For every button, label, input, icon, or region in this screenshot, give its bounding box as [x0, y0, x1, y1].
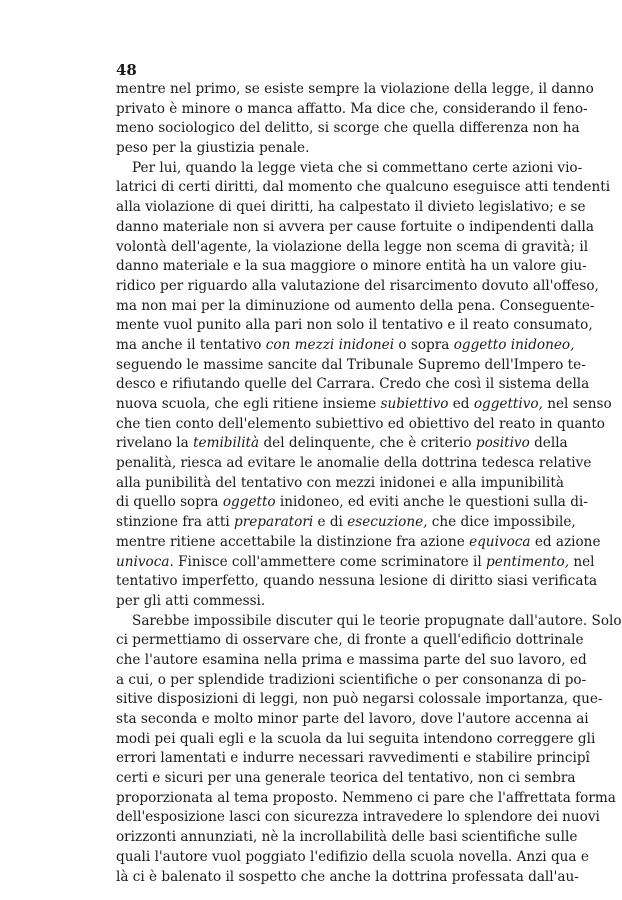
page-number: 48 — [116, 61, 137, 79]
italic-text: positivo — [475, 435, 530, 452]
italic-text: pentimento, — [486, 553, 570, 570]
text-line — [116, 808, 600, 828]
text-run: errori lamentati e indurre necessari ravvedimenti e stabilire principî — [116, 750, 590, 767]
text-line — [116, 671, 587, 691]
text-run: ma anche il tentativo — [116, 336, 266, 353]
text-line — [116, 572, 598, 592]
text-run: ci permettiamo di osservare che, di fronte a quell'edificio dottrinale — [116, 632, 584, 649]
italic-text: oggetto inidoneo, — [453, 336, 575, 353]
text-line — [116, 631, 584, 651]
text-run: Sarebbe impossibile discuter qui le teorie propugnate dall'autore. Solo — [132, 612, 622, 629]
text-run: sta seconda e molto minor parte del lavoro, dove l'autore accenna ai — [116, 711, 589, 727]
text-run: seguendo le massime sancite dal Tribunale Supremo dell'Impero te- — [116, 356, 586, 373]
text-run: nel senso — [542, 396, 612, 412]
text-run: o sopra — [394, 336, 454, 353]
italic-text: univoca — [116, 553, 170, 570]
text-line — [116, 297, 595, 317]
italic-text: temibilità — [193, 435, 260, 452]
text-line — [116, 828, 578, 848]
text-line — [116, 218, 594, 238]
text-line — [116, 513, 576, 533]
text-line — [116, 868, 579, 888]
text-run: nel — [569, 553, 595, 570]
text-run: alla violazione di quei diritti, ha calpestato il divieto legislativo; e se — [116, 199, 586, 216]
text-run: proporzionata al tema proposto. Nemmeno ci pare che l'affrettata forma — [116, 789, 616, 806]
italic-text: preparatori — [234, 514, 314, 531]
text-run: che dice impossibile, — [427, 514, 576, 531]
text-line — [116, 769, 576, 789]
text-line — [116, 789, 616, 809]
italic-text: esecuzione, — [347, 514, 428, 531]
text-run: meno sociologico del delitto, si scorge che quella differenza non ha — [116, 120, 580, 137]
text-run: quali l'autore vuol poggiato l'edifizio della scuola novella. Anzi qua e — [116, 848, 589, 865]
text-line — [116, 257, 587, 277]
text-line — [116, 848, 589, 868]
text-line — [116, 395, 612, 415]
text-line — [116, 100, 588, 120]
text-line — [116, 651, 587, 671]
text-run: orizzonti annunziati, nè la incrollabilità delle basi scientifiche sulle — [116, 829, 578, 846]
text-line — [116, 612, 622, 632]
text-run: nuova scuola, che egli ritiene insieme — [116, 396, 381, 412]
body-text — [116, 80, 622, 887]
text-run: certi e sicuri per una generale teorica del tentativo, non ci sembra — [116, 770, 576, 787]
text-run: della — [529, 435, 568, 452]
text-run: del delinquente, che è criterio — [259, 435, 476, 452]
text-run: modi pei quali egli e la scuola da lui seguita intendono correggere gli — [116, 730, 596, 747]
text-run: che tien conto dell'elemento subiettivo ed obiettivo del reato in quanto — [116, 415, 605, 432]
text-line — [116, 119, 580, 139]
text-line — [116, 474, 564, 494]
text-line — [116, 139, 530, 159]
text-line — [116, 277, 599, 297]
text-run: penalità, riesca ad evitare le anomalie della dottrina tedesca relative — [116, 455, 592, 472]
text-line — [116, 415, 605, 435]
text-run: ma non mai per la diminuzione od aumento della pena. Conseguente- — [116, 297, 595, 314]
text-run: stinzione fra atti — [116, 514, 235, 531]
text-line — [116, 316, 593, 336]
text-line — [116, 710, 589, 730]
text-run: danno materiale e la sua maggiore o minore entità ha un valore giu- — [116, 258, 587, 275]
text-run: ed — [448, 396, 474, 412]
text-run: volontà dell'agente, la violazione della legge non scema di gravità; il — [116, 238, 589, 255]
text-run: mentre ritiene accettabile la distinzione fra azione — [116, 533, 470, 550]
text-run: di quello sopra — [116, 494, 223, 511]
text-run: rivelano la — [116, 435, 194, 452]
text-run: mente vuol punito alla pari non solo il tentativo e il reato consumato, — [116, 317, 593, 334]
text-line — [116, 749, 590, 769]
italic-text: equivoca — [469, 533, 531, 550]
text-line — [116, 336, 575, 356]
text-line — [116, 159, 583, 179]
text-line — [116, 238, 589, 258]
text-run: a cui, o per splendide tradizioni scientifiche o per consonanza di po- — [116, 671, 587, 688]
text-run: desco e rifiutando quelle del Carrara. Credo che così il sistema della — [116, 376, 590, 393]
text-run: dell'esposizione lasci con sicurezza intravedere lo splendore dei nuovi — [116, 809, 600, 826]
text-line — [116, 375, 590, 395]
italic-text: con mezzi inidonei — [265, 336, 395, 353]
text-run: là ci è balenato il sospetto che anche la dottrina professata dall'au- — [116, 868, 579, 885]
text-line — [116, 493, 588, 513]
text-run: sitive disposizioni di leggi, non può negarsi colossale importanza, que- — [116, 691, 603, 708]
text-line — [116, 178, 611, 198]
italic-text: oggetto — [222, 494, 276, 511]
text-run: peso per la giustizia penale. — [116, 140, 310, 157]
text-run: alla punibilità del tentativo con mezzi inidonei e alla impunibilità — [116, 474, 564, 491]
text-run: ed azione — [530, 533, 601, 550]
text-line — [116, 80, 594, 100]
text-line — [116, 533, 601, 553]
text-line — [116, 730, 596, 750]
paragraph — [116, 159, 612, 612]
paragraph — [116, 80, 594, 159]
text-run: . Finisce coll'ammettere come scriminatore il — [169, 553, 487, 570]
text-line — [116, 592, 530, 612]
text-run: privato è minore o manca affatto. Ma dice che, considerando il feno- — [116, 100, 588, 117]
italic-text: subiettivo — [380, 396, 449, 412]
text-line — [116, 690, 603, 710]
text-line — [116, 356, 586, 376]
paragraph — [116, 612, 622, 888]
text-line — [116, 198, 586, 218]
text-line — [116, 434, 568, 454]
text-line — [116, 553, 595, 573]
text-run: che l'autore esamina nella prima e massima parte del suo lavoro, ed — [116, 651, 587, 668]
italic-text: oggettivo, — [473, 396, 543, 412]
text-run: inidoneo, ed eviti anche le questioni sulla di- — [275, 494, 588, 511]
text-run: tentativo imperfetto, quando nessuna lesione di diritto siasi verificata — [116, 573, 598, 590]
text-run: e di — [313, 514, 348, 531]
text-run: per gli atti commessi. — [116, 592, 266, 609]
text-run: danno materiale non si avvera per cause fortuite o indipendenti dalla — [116, 218, 594, 235]
text-run: ridico per riguardo alla valutazione del risarcimento dovuto all'offeso, — [116, 277, 599, 294]
text-run: mentre nel primo, se esiste sempre la violazione della legge, il danno — [116, 81, 594, 97]
text-line — [116, 454, 592, 474]
text-run: Per lui, quando la legge vieta che si commettano certe azioni vio- — [132, 159, 583, 176]
text-run: latrici di certi diritti, dal momento che qualcuno eseguisce atti tendenti — [116, 179, 611, 196]
